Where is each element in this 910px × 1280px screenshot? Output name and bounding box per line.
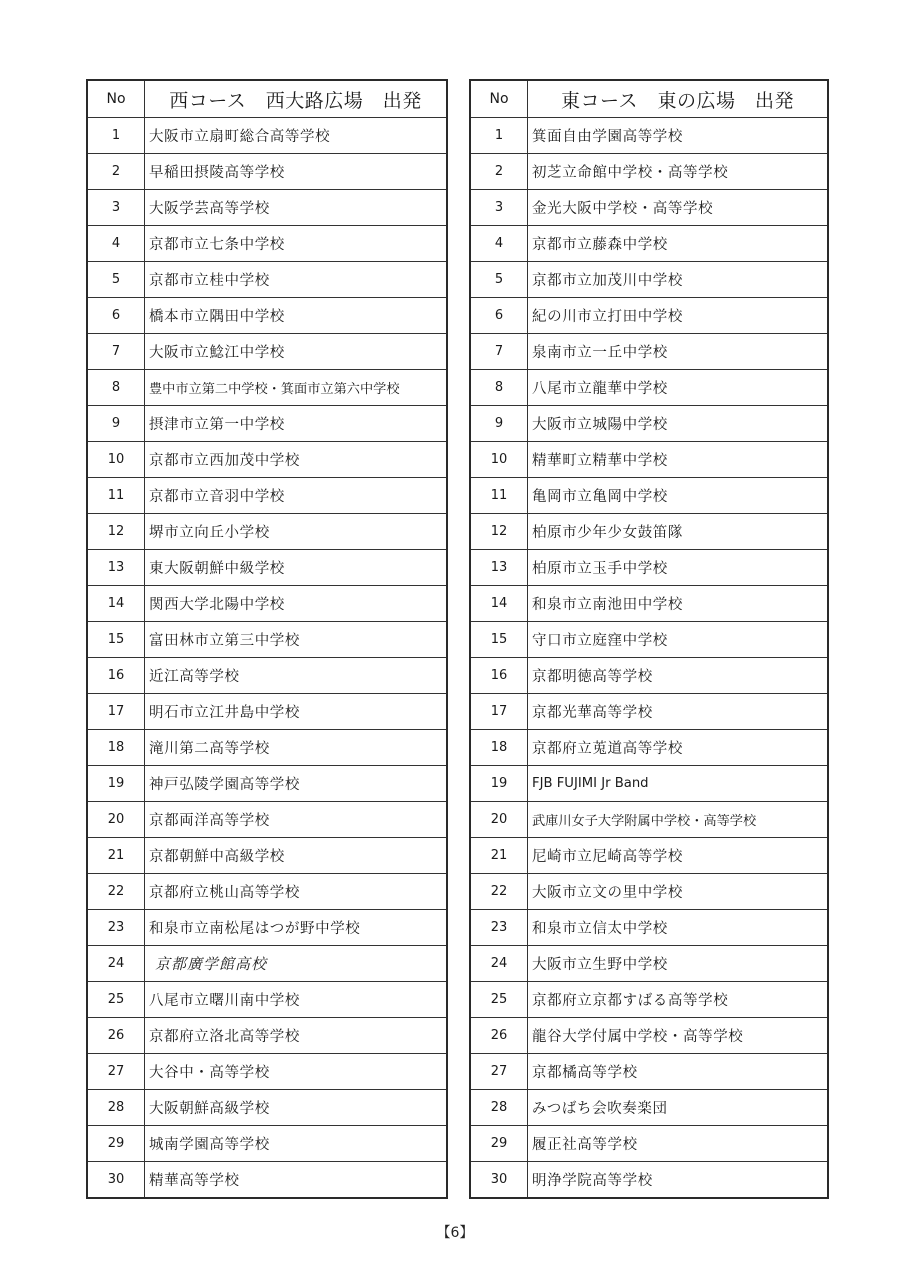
row-number: 22 [87,874,145,910]
table-row [470,1126,828,1162]
school-name: 京都橘高等学校 [528,1054,829,1090]
table-row [87,370,447,406]
west-course-title: 西コース 西大路広場 出発 [145,80,448,118]
row-number: 6 [87,298,145,334]
row-number: 21 [470,838,528,874]
table-row [87,586,447,622]
row-number: 11 [470,478,528,514]
row-number: 8 [470,370,528,406]
row-number: 1 [470,118,528,154]
school-name: 滝川第二高等学校 [145,730,448,766]
row-number: 21 [87,838,145,874]
row-number: 12 [470,514,528,550]
row-number: 25 [470,982,528,1018]
row-number: 25 [87,982,145,1018]
table-row [470,514,828,550]
school-name: 摂津市立第一中学校 [145,406,448,442]
table-row [470,622,828,658]
row-number: 19 [470,766,528,802]
row-number: 29 [87,1126,145,1162]
school-name: 守口市立庭窪中学校 [528,622,829,658]
page-number: 【6】 [436,1225,474,1241]
row-number: 5 [470,262,528,298]
school-name: 京都市立桂中学校 [145,262,448,298]
row-number: 15 [87,622,145,658]
row-number: 23 [470,910,528,946]
school-name: 城南学園高等学校 [145,1126,448,1162]
school-name: 紀の川市立打田中学校 [528,298,829,334]
table-row [87,730,447,766]
table-row [470,802,828,838]
school-name: 大阪市立生野中学校 [528,946,829,982]
table-row [87,874,447,910]
table-row [87,406,447,442]
school-name: 和泉市立南池田中学校 [528,586,829,622]
table-row [87,1162,447,1199]
row-number: 12 [87,514,145,550]
school-name: 大阪市立城陽中学校 [528,406,829,442]
school-name: 和泉市立南松尾はつが野中学校 [145,910,448,946]
row-number: 30 [470,1162,528,1199]
row-number: 20 [87,802,145,838]
row-number: 28 [87,1090,145,1126]
school-name: 近江高等学校 [145,658,448,694]
school-name: 京都市立音羽中学校 [145,478,448,514]
table-row [87,766,447,802]
school-name: 豊中市立第二中学校・箕面市立第六中学校 [145,370,448,406]
row-number: 14 [470,586,528,622]
school-name: 大阪市立扇町総合高等学校 [145,118,448,154]
table-row [470,190,828,226]
school-name: 神戸弘陵学園高等学校 [145,766,448,802]
row-number: 9 [470,406,528,442]
row-number: 19 [87,766,145,802]
school-name: 橋本市立隅田中学校 [145,298,448,334]
school-name: 泉南市立一丘中学校 [528,334,829,370]
table-row [470,1090,828,1126]
table-row [87,622,447,658]
table-row [87,478,447,514]
school-name: 京都府立桃山高等学校 [145,874,448,910]
school-name: 京都府立莵道高等学校 [528,730,829,766]
table-row [470,1162,828,1199]
row-number: 16 [87,658,145,694]
school-name: 関西大学北陽中学校 [145,586,448,622]
school-name: 亀岡市立亀岡中学校 [528,478,829,514]
table-row [470,910,828,946]
school-name: 京都市立七条中学校 [145,226,448,262]
row-number: 14 [87,586,145,622]
row-number: 5 [87,262,145,298]
table-row [87,838,447,874]
table-row [87,334,447,370]
school-name: 大阪学芸高等学校 [145,190,448,226]
table-row [87,694,447,730]
table-row [470,226,828,262]
table-row [470,586,828,622]
school-name: 早稲田摂陵高等学校 [145,154,448,190]
east-course-rows [470,118,828,1199]
school-name: 京都市立藤森中学校 [528,226,829,262]
school-name: 金光大阪中学校・高等学校 [528,190,829,226]
table-row [470,442,828,478]
school-name: 柏原市立玉手中学校 [528,550,829,586]
school-name: みつばち会吹奏楽団 [528,1090,829,1126]
school-name: 精華町立精華中学校 [528,442,829,478]
row-number: 24 [87,946,145,982]
table-row [470,334,828,370]
table-header-row [87,80,447,118]
school-name: 八尾市立龍華中学校 [528,370,829,406]
school-name: 富田林市立第三中学校 [145,622,448,658]
school-name: 京都朝鮮中高級学校 [145,838,448,874]
row-number: 4 [470,226,528,262]
school-name: 武庫川女子大学附属中学校・高等学校 [528,802,829,838]
school-name: 大谷中・高等学校 [145,1054,448,1090]
table-row [470,406,828,442]
row-number: 7 [470,334,528,370]
school-name: 東大阪朝鮮中級学校 [145,550,448,586]
row-number: 27 [470,1054,528,1090]
row-number: 13 [87,550,145,586]
row-number: 29 [470,1126,528,1162]
table-row [470,1018,828,1054]
table-row [87,190,447,226]
table-row [470,694,828,730]
table-row [470,298,828,334]
no-column-header: No [87,80,145,118]
row-number: 22 [470,874,528,910]
table-row [87,1126,447,1162]
row-number: 28 [470,1090,528,1126]
row-number: 18 [470,730,528,766]
row-number: 24 [470,946,528,982]
school-name: 明石市立江井島中学校 [145,694,448,730]
row-number: 3 [470,190,528,226]
east-course-title: 東コース 東の広場 出発 [528,80,829,118]
school-name: FJB FUJIMI Jr Band [528,766,829,802]
row-number: 1 [87,118,145,154]
table-row [87,658,447,694]
school-name: 京都市立加茂川中学校 [528,262,829,298]
row-number: 20 [470,802,528,838]
row-number: 3 [87,190,145,226]
table-row [470,154,828,190]
west-course-rows [87,118,447,1199]
table-row [470,550,828,586]
row-number: 10 [470,442,528,478]
table-row [87,1018,447,1054]
table-row [87,514,447,550]
table-row [470,838,828,874]
row-number: 2 [470,154,528,190]
row-number: 30 [87,1162,145,1199]
school-name: 京都府立京都すばる高等学校 [528,982,829,1018]
school-name: 箕面自由学園高等学校 [528,118,829,154]
row-number: 6 [470,298,528,334]
school-name: 尼崎市立尼崎高等学校 [528,838,829,874]
table-row [470,1054,828,1090]
school-name: 堺市立向丘小学校 [145,514,448,550]
table-row [87,946,447,982]
east-course-table [469,79,829,1199]
row-number: 8 [87,370,145,406]
school-name: 和泉市立信太中学校 [528,910,829,946]
table-row [87,442,447,478]
table-row [470,730,828,766]
row-number: 18 [87,730,145,766]
table-row [87,298,447,334]
school-name: 京都両洋高等学校 [145,802,448,838]
table-row [470,118,828,154]
table-row [87,262,447,298]
table-row [87,118,447,154]
table-header-row [470,80,828,118]
table-row [87,1054,447,1090]
school-name: 明浄学院高等学校 [528,1162,829,1199]
row-number: 9 [87,406,145,442]
row-number: 15 [470,622,528,658]
row-number: 10 [87,442,145,478]
school-name: 京都光華高等学校 [528,694,829,730]
table-row [87,910,447,946]
row-number: 27 [87,1054,145,1090]
row-number: 26 [87,1018,145,1054]
table-row [87,982,447,1018]
school-name: 大阪朝鮮高級学校 [145,1090,448,1126]
school-name-handwritten: 京都廣学館高校 [145,946,448,982]
no-column-header: No [470,80,528,118]
table-row [470,766,828,802]
school-name: 京都明徳高等学校 [528,658,829,694]
row-number: 11 [87,478,145,514]
school-name: 初芝立命館中学校・高等学校 [528,154,829,190]
school-name: 京都府立洛北高等学校 [145,1018,448,1054]
row-number: 2 [87,154,145,190]
row-number: 7 [87,334,145,370]
table-row [470,478,828,514]
table-row [470,874,828,910]
table-row [470,370,828,406]
row-number: 13 [470,550,528,586]
row-number: 17 [470,694,528,730]
table-row [470,982,828,1018]
table-row [470,946,828,982]
school-name: 京都市立西加茂中学校 [145,442,448,478]
school-name: 大阪市立文の里中学校 [528,874,829,910]
west-course-table [86,79,448,1199]
school-name: 精華高等学校 [145,1162,448,1199]
row-number: 26 [470,1018,528,1054]
row-number: 23 [87,910,145,946]
table-row [87,154,447,190]
table-row [87,1090,447,1126]
school-name: 柏原市少年少女鼓笛隊 [528,514,829,550]
table-row [87,550,447,586]
school-name: 八尾市立曙川南中学校 [145,982,448,1018]
school-name: 大阪市立鯰江中学校 [145,334,448,370]
row-number: 17 [87,694,145,730]
table-row [470,262,828,298]
row-number: 16 [470,658,528,694]
school-name: 龍谷大学付属中学校・高等学校 [528,1018,829,1054]
table-row [87,226,447,262]
school-name: 履正社高等学校 [528,1126,829,1162]
row-number: 4 [87,226,145,262]
table-row [470,658,828,694]
table-row [87,802,447,838]
